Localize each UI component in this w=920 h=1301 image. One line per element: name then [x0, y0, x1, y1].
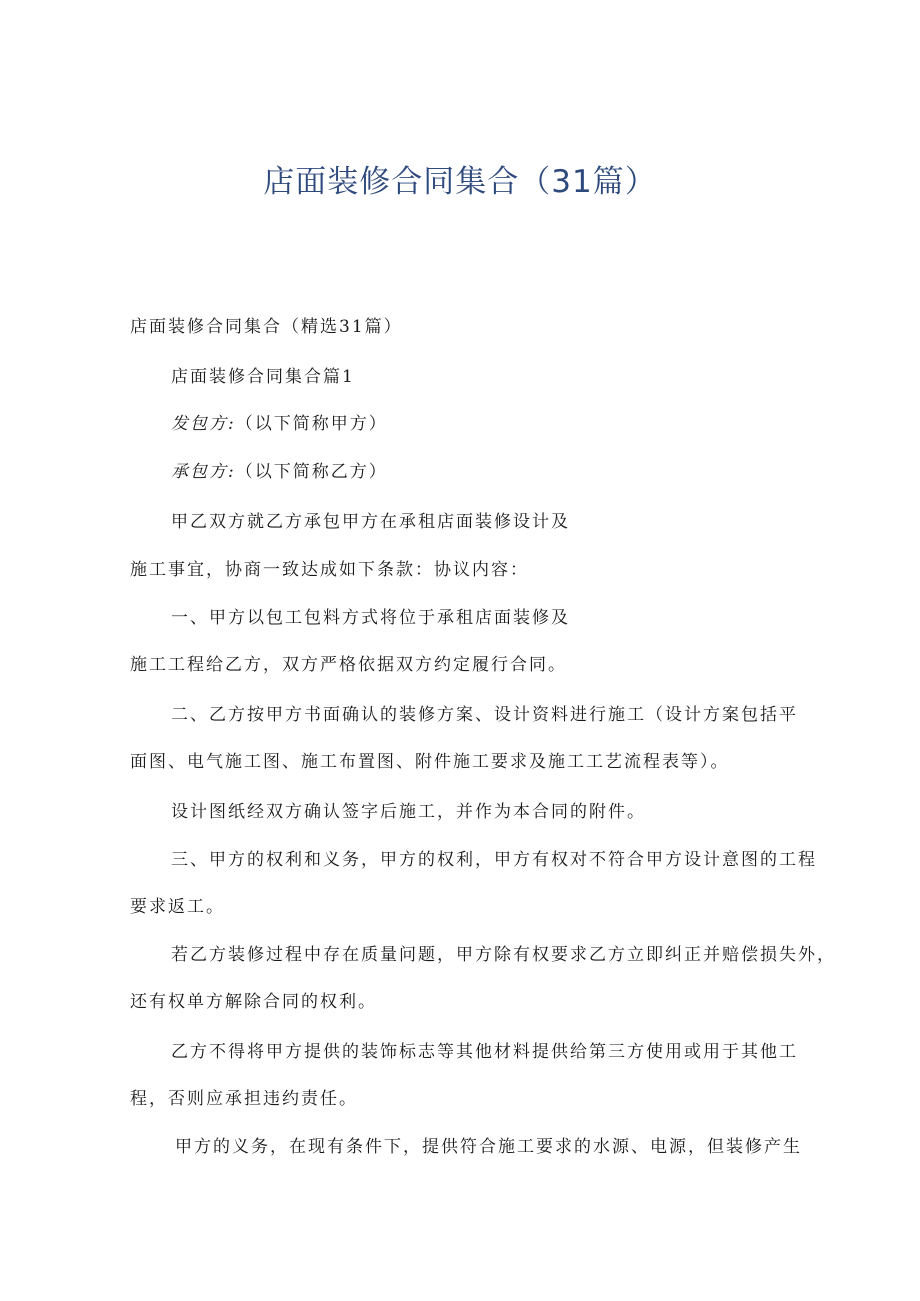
paragraph-line: 施工事宜，协商一致达成如下条款：协议内容：: [130, 560, 529, 580]
section-heading: 店面装修合同集合篇1: [171, 367, 355, 387]
paragraph-line: 乙方不得将甲方提供的装饰标志等其他材料提供给第三方使用或用于其他工: [171, 1042, 798, 1062]
paragraph-line: 施工工程给乙方，双方严格依据双方约定履行合同。: [130, 655, 567, 675]
paragraph-line: 要求返工。: [130, 897, 225, 917]
paragraph-line: 设计图纸经双方确认签字后施工，并作为本合同的附件。: [171, 802, 646, 822]
party-b-note: （以下简称乙方）: [235, 462, 388, 482]
party-a-line: [171, 412, 388, 436]
document-subtitle: 店面装修合同集合（精选31篇）: [130, 317, 403, 337]
party-b-line: [171, 460, 388, 484]
paragraph-line: 一、甲方以包工包料方式将位于承租店面装修及: [171, 608, 570, 628]
paragraph-line: 二、乙方按甲方书面确认的装修方案、设计资料进行施工（设计方案包括平: [171, 705, 798, 725]
party-a-note: （以下简称甲方）: [235, 414, 388, 434]
paragraph-line: 还有权单方解除合同的权利。: [130, 992, 377, 1012]
paragraph-line: 面图、电气施工图、施工布置图、附件施工要求及施工工艺流程表等）。: [130, 752, 730, 772]
paragraph-line: 三、甲方的权利和义务，甲方的权利，甲方有权对不符合甲方设计意图的工程: [171, 850, 817, 870]
paragraph-line: 若乙方装修过程中存在质量问题，甲方除有权要求乙方立即纠正并赔偿损失外，: [171, 945, 836, 965]
paragraph-line: 程，否则应承担违约责任。: [130, 1089, 358, 1109]
paragraph-line: 甲方的义务，在现有条件下，提供符合施工要求的水源、电源，但装修产生: [175, 1137, 802, 1157]
document-title: 店面装修合同集合（31篇）: [263, 164, 657, 200]
party-a-label: 发包方:: [171, 414, 236, 434]
party-b-label: 承包方:: [171, 462, 236, 482]
paragraph-line: 甲乙双方就乙方承包甲方在承租店面装修设计及: [171, 512, 570, 532]
